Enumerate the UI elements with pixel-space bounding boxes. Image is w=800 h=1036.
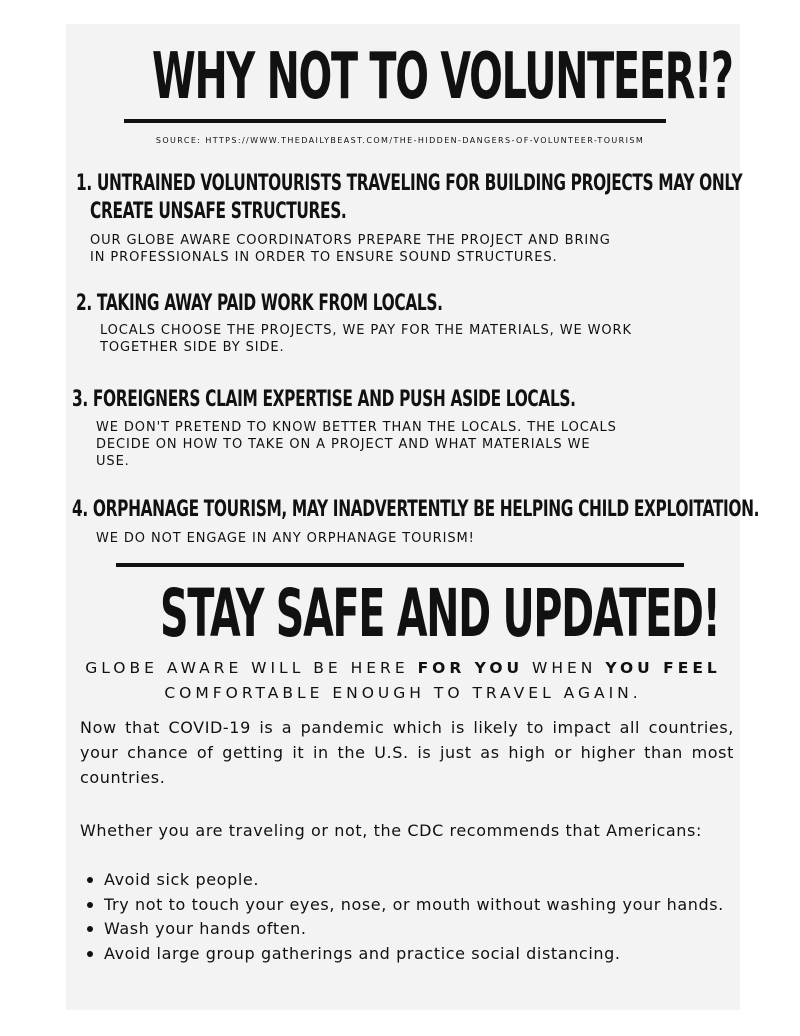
point-heading [76, 170, 742, 198]
list-item [84, 917, 738, 942]
tagline-text: WHEN [523, 659, 606, 677]
point-heading [72, 386, 576, 414]
point-heading-line: ORPHANAGE TOURISM, MAY INADVERTENTLY BE HELPING CHILD EXPLOITATION. [92, 497, 760, 522]
tagline-emphasis: YOU FEEL [605, 659, 721, 677]
covid-paragraph: Now that COVID-19 is a pandemic which is likely to impact all countries, your chance of getting it in the U.S. is just as high or higher than most countries. [80, 718, 734, 787]
list-item [84, 893, 738, 918]
point-number: 2. [76, 291, 92, 316]
point-heading [76, 290, 443, 318]
bullet-icon [87, 902, 93, 908]
list-item-text: Wash your hands often. [104, 919, 307, 938]
bullet-icon [87, 926, 93, 932]
point-response: LOCALS CHOOSE THE PROJECTS, WE PAY FOR THE MATERIALS, WE WORK TOGETHER SIDE BY SIDE. [100, 323, 632, 355]
recommendation-list [84, 868, 738, 966]
list-item-text: Try not to touch your eyes, nose, or mouth without washing your hands. [104, 894, 724, 914]
point-heading-continued [90, 198, 346, 226]
stay-safe-heading: STAY SAFE AND UPDATED! [159, 575, 720, 652]
title-divider [124, 119, 666, 123]
point-response: WE DO NOT ENGAGE IN ANY ORPHANAGE TOURISM! [96, 531, 475, 546]
point-heading-line: UNTRAINED VOLUNTOURISTS TRAVELING FOR BUILDING PROJECTS MAY ONLY [96, 171, 743, 196]
point-heading-line: TAKING AWAY PAID WORK FROM LOCALS. [96, 291, 443, 316]
tagline-emphasis: FOR YOU [417, 659, 524, 677]
list-item-text: Avoid sick people. [104, 870, 260, 889]
point-heading-line: CREATE UNSAFE STRUCTURES. [90, 199, 347, 224]
cdc-paragraph: Whether you are traveling or not, the CDC recommends that Americans: [80, 821, 702, 840]
bullet-icon [87, 877, 93, 883]
tagline-text: COMFORTABLE ENOUGH TO TRAVEL AGAIN. [164, 684, 642, 702]
point-response: OUR GLOBE AWARE COORDINATORS PREPARE THE PROJECT AND BRING IN PROFESSIONALS IN ORDER TO ENSURE SOUND STRUCTURES. [90, 233, 611, 265]
list-item [84, 942, 738, 967]
point-number: 3. [72, 387, 88, 412]
point-response: WE DON'T PRETEND TO KNOW BETTER THAN THE LOCALS. THE LOCALS DECIDE ON HOW TO TAKE ON A PROJECT AND WHAT MATERIALS WE USE. [96, 420, 617, 469]
source-citation: SOURCE: HTTPS://WWW.THEDAILYBEAST.COM/THE-HIDDEN-DANGERS-OF-VOLUNTEER-TOURISM [155, 136, 645, 145]
list-item-text: Avoid large group gatherings and practice social distancing. [104, 943, 621, 963]
section-divider [116, 563, 684, 567]
tagline-text: GLOBE AWARE WILL BE HERE [85, 659, 418, 677]
tagline [66, 656, 740, 706]
point-number: 1. [76, 171, 92, 196]
bullet-icon [87, 951, 93, 957]
page-title: WHY NOT TO VOLUNTEER!? [152, 40, 733, 114]
point-number: 4. [72, 497, 88, 522]
point-heading-line: FOREIGNERS CLAIM EXPERTISE AND PUSH ASIDE LOCALS. [92, 387, 576, 412]
point-heading [72, 496, 759, 524]
list-item [84, 868, 738, 893]
